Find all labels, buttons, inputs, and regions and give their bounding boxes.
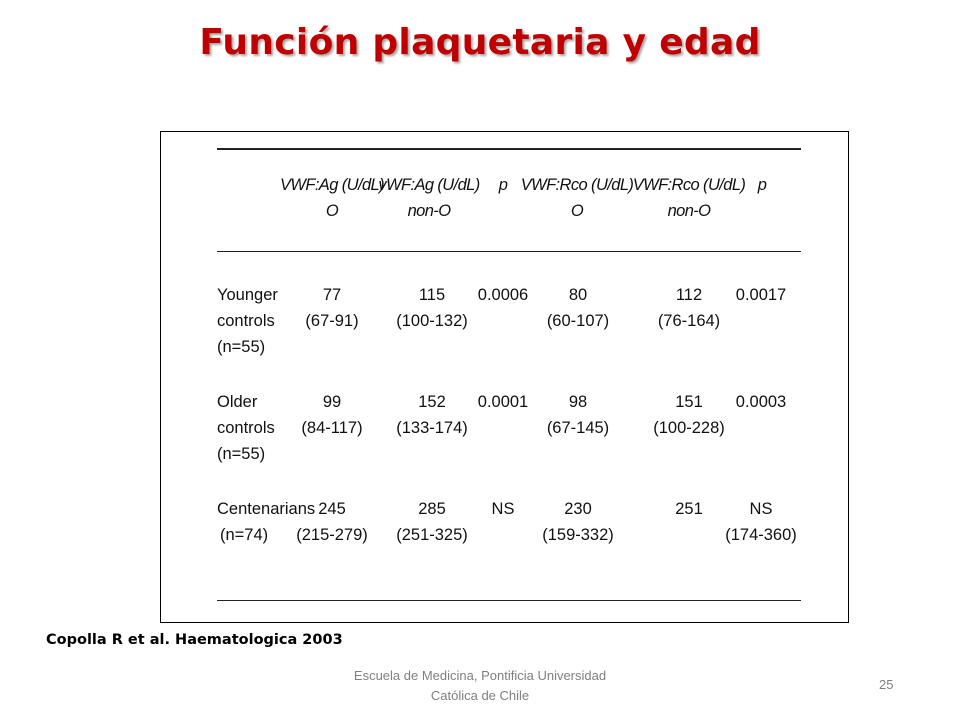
table-header-rule	[217, 251, 801, 252]
header-p-rco: p	[757, 176, 767, 194]
header-vwf-rco-non-o: VWF:Rco (U/dL) non-O	[632, 176, 746, 220]
cell-younger-ag-o: 77 (67-91)	[305, 286, 359, 330]
row-label-younger: Younger controls (n=55)	[217, 286, 278, 356]
cell-cent-ag-non-o: 285 (251-325)	[396, 500, 468, 544]
cell-younger-rco-o: 80 (60-107)	[546, 286, 610, 330]
header-vwf-ag-non-o: vWF:Ag (U/dL) non-O	[378, 176, 480, 220]
header-p-ag: p	[498, 176, 508, 194]
row-label-centenarians: Centenarians (n=74)	[217, 500, 316, 544]
slide-title: Función plaquetaria y edad	[199, 22, 761, 63]
cell-older-rco-non-o: 151 (100-228)	[653, 393, 725, 437]
cell-younger-rco-non-o: 112 (76-164)	[657, 286, 721, 330]
page-number: 25	[879, 677, 894, 692]
cell-cent-p-ag: NS	[491, 500, 515, 518]
cell-cent-rco-o: 230 (159-332)	[542, 500, 614, 544]
table-top-rule	[217, 148, 801, 150]
cell-younger-p-rco: 0.0017	[735, 286, 787, 304]
cell-older-p-rco: 0.0003	[735, 393, 787, 411]
cell-older-p-ag: 0.0001	[477, 393, 529, 411]
cell-older-ag-o: 99 (84-117)	[301, 393, 363, 437]
table-bottom-rule	[217, 600, 801, 601]
cell-cent-ag-o: 245 (215-279)	[296, 500, 368, 544]
footer-institution: Escuela de Medicina, Pontificia Universidad Católica de Chile	[353, 668, 607, 703]
header-vwf-rco-o: VWF:Rco (U/dL) O	[520, 176, 634, 220]
cell-cent-p-rco: NS (174-360)	[725, 500, 797, 544]
cell-older-rco-o: 98 (67-145)	[546, 393, 610, 437]
citation: Copolla R et al. Haematologica 2003	[46, 632, 343, 648]
cell-younger-ag-non-o: 115 (100-132)	[396, 286, 468, 330]
header-vwf-ag-o: VWF:Ag (U/dL) O	[279, 176, 385, 220]
row-label-older: Older controls (n=55)	[217, 393, 275, 463]
cell-older-ag-non-o: 152 (133-174)	[396, 393, 468, 437]
cell-cent-rco-non-o: 251	[675, 500, 703, 518]
table-image-frame	[160, 131, 849, 623]
cell-younger-p-ag: 0.0006	[477, 286, 529, 304]
